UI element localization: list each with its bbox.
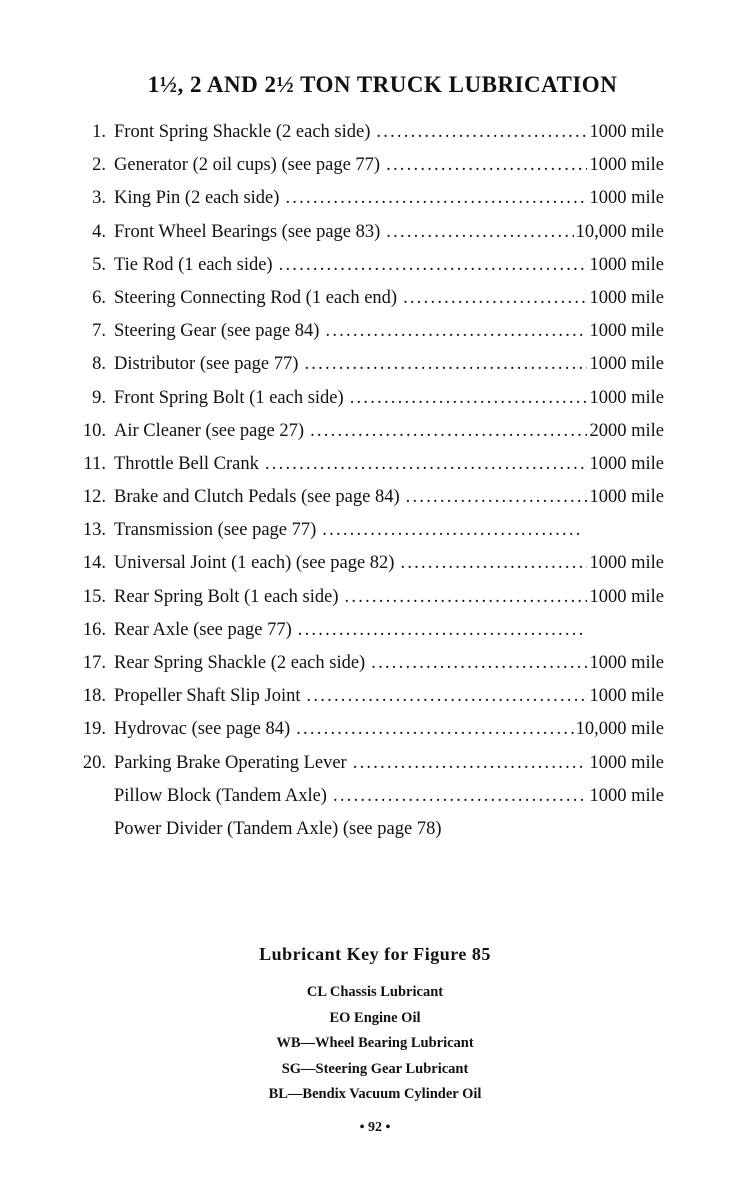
dot-leader xyxy=(325,321,587,342)
item-number: 13. xyxy=(82,520,106,541)
dot-leader xyxy=(406,487,588,508)
page-title: 1½, 2 AND 2½ TON TRUCK LUBRICATION xyxy=(147,72,618,97)
item-label: Steering Gear (see page 84) xyxy=(114,321,320,342)
dot-leader xyxy=(322,520,582,541)
item-label: Front Wheel Bearings (see page 83) xyxy=(114,221,381,242)
item-label: Rear Axle (see page 77) xyxy=(114,619,292,640)
dot-leader xyxy=(310,421,587,442)
item-label: Throttle Bell Crank xyxy=(114,453,259,474)
item-interval: 1000 mile xyxy=(589,254,664,275)
item-label: Air Cleaner (see page 27) xyxy=(114,420,305,441)
item-label: Generator (2 oil cups) (see page 77) xyxy=(114,155,381,176)
key-entry: BL—Bendix Vacuum Cylinder Oil xyxy=(268,1086,482,1102)
item-interval: 1000 mile xyxy=(589,453,664,474)
item-label: Transmission (see page 77) xyxy=(114,520,317,541)
item-interval: 1000 mile xyxy=(589,752,664,773)
item-label: Rear Spring Shackle (2 each side) xyxy=(114,653,366,673)
item-number: 4. xyxy=(92,221,106,242)
item-number: 17. xyxy=(82,653,106,673)
item-interval: 2000 mile xyxy=(589,420,664,441)
item-label: Universal Joint (1 each) (see page 82) xyxy=(114,553,395,574)
list-item xyxy=(70,819,664,852)
item-interval: 1000 mile xyxy=(589,188,664,209)
key-entry: WB—Wheel Bearing Lubricant xyxy=(276,1035,474,1051)
dot-leader xyxy=(376,122,587,143)
item-interval: 1000 mile xyxy=(589,487,664,508)
item-interval: 1000 mile xyxy=(589,686,664,707)
item-number: 18. xyxy=(82,686,106,707)
dot-leader xyxy=(304,354,587,375)
dot-leader xyxy=(285,188,587,209)
item-label: King Pin (2 each side) xyxy=(114,188,280,209)
item-label: Front Spring Bolt (1 each side) xyxy=(114,387,344,408)
list-item xyxy=(70,686,664,719)
item-interval: 1000 mile xyxy=(589,155,664,176)
item-label: Front Spring Shackle (2 each side) xyxy=(114,122,371,142)
list-item xyxy=(70,620,664,653)
list-item xyxy=(70,786,664,819)
list-item xyxy=(70,122,664,155)
item-label: Power Divider (Tandem Axle) (see page 78) xyxy=(114,818,442,839)
list-item xyxy=(70,753,664,786)
key-entry: CL Chassis Lubricant xyxy=(306,984,444,1000)
item-interval: 1000 mile xyxy=(589,122,664,142)
item-label: Steering Connecting Rod (1 each end) xyxy=(114,287,398,308)
item-number: 11. xyxy=(83,453,106,474)
item-label: Rear Spring Bolt (1 each side) xyxy=(114,586,339,607)
dot-leader xyxy=(279,255,588,276)
item-interval: 1000 mile xyxy=(589,321,664,342)
dot-leader xyxy=(350,388,588,409)
item-number: 12. xyxy=(82,487,106,508)
item-number: 9. xyxy=(92,387,106,408)
item-label: Distributor (see page 77) xyxy=(114,354,299,375)
list-item xyxy=(70,388,664,421)
item-number: 6. xyxy=(92,287,106,308)
item-interval: 10,000 mile xyxy=(575,221,664,242)
list-item xyxy=(70,421,664,454)
dot-leader xyxy=(333,786,588,807)
list-item xyxy=(70,354,664,387)
item-number: 15. xyxy=(82,586,106,607)
list-item xyxy=(70,454,664,487)
item-number: 5. xyxy=(92,254,106,275)
item-interval: 1000 mile xyxy=(589,354,664,375)
list-item xyxy=(70,288,664,321)
item-interval: 1000 mile xyxy=(589,586,664,607)
lubricant-key xyxy=(0,984,750,1112)
item-number: 1. xyxy=(92,122,106,142)
item-interval: 1000 mile xyxy=(589,653,664,673)
item-label: Hydrovac (see page 84) xyxy=(114,719,291,740)
page-number: • 92 • xyxy=(359,1120,391,1135)
item-label: Propeller Shaft Slip Joint xyxy=(114,686,301,707)
item-number: 20. xyxy=(82,752,106,773)
list-item xyxy=(70,255,664,288)
dot-leader xyxy=(386,155,587,176)
item-number: 2. xyxy=(92,155,106,176)
list-item xyxy=(70,520,664,553)
item-number: 19. xyxy=(82,719,106,740)
list-item xyxy=(70,587,664,620)
item-label: Parking Brake Operating Lever xyxy=(114,752,347,773)
list-item xyxy=(70,188,664,221)
item-number: 8. xyxy=(92,354,106,375)
item-interval: 10,000 mile xyxy=(575,719,664,740)
dot-leader xyxy=(353,753,588,774)
item-label: Brake and Clutch Pedals (see page 84) xyxy=(114,487,400,508)
dot-leader xyxy=(296,719,573,740)
item-interval: 1000 mile xyxy=(589,785,664,806)
dot-leader xyxy=(307,686,588,707)
list-item xyxy=(70,155,664,188)
dot-leader xyxy=(345,587,588,608)
list-item xyxy=(70,321,664,354)
key-entry: EO Engine Oil xyxy=(329,1009,421,1026)
item-number: 3. xyxy=(92,188,106,209)
list-item xyxy=(70,553,664,586)
item-interval: 1000 mile xyxy=(589,553,664,574)
item-interval: 1000 mile xyxy=(589,387,664,408)
dot-leader xyxy=(386,222,573,243)
item-label: Tie Rod (1 each side) xyxy=(114,254,273,275)
key-entry: SG—Steering Gear Lubricant xyxy=(281,1060,469,1077)
dot-leader xyxy=(265,454,588,475)
list-item xyxy=(70,653,664,686)
lubricant-key-title: Lubricant Key for Figure 85 xyxy=(259,944,491,964)
list-item xyxy=(70,222,664,255)
list-item xyxy=(70,719,664,752)
item-number: 7. xyxy=(92,321,106,342)
item-number: 14. xyxy=(82,553,106,574)
lubrication-list xyxy=(70,122,664,852)
dot-leader xyxy=(400,553,587,574)
dot-leader xyxy=(371,653,587,674)
item-label: Pillow Block (Tandem Axle) xyxy=(114,785,327,806)
dot-leader xyxy=(403,288,587,309)
dot-leader xyxy=(298,620,582,641)
item-number: 16. xyxy=(82,619,106,640)
item-number: 10. xyxy=(82,420,106,441)
item-interval: 1000 mile xyxy=(589,287,664,308)
list-item xyxy=(70,487,664,520)
